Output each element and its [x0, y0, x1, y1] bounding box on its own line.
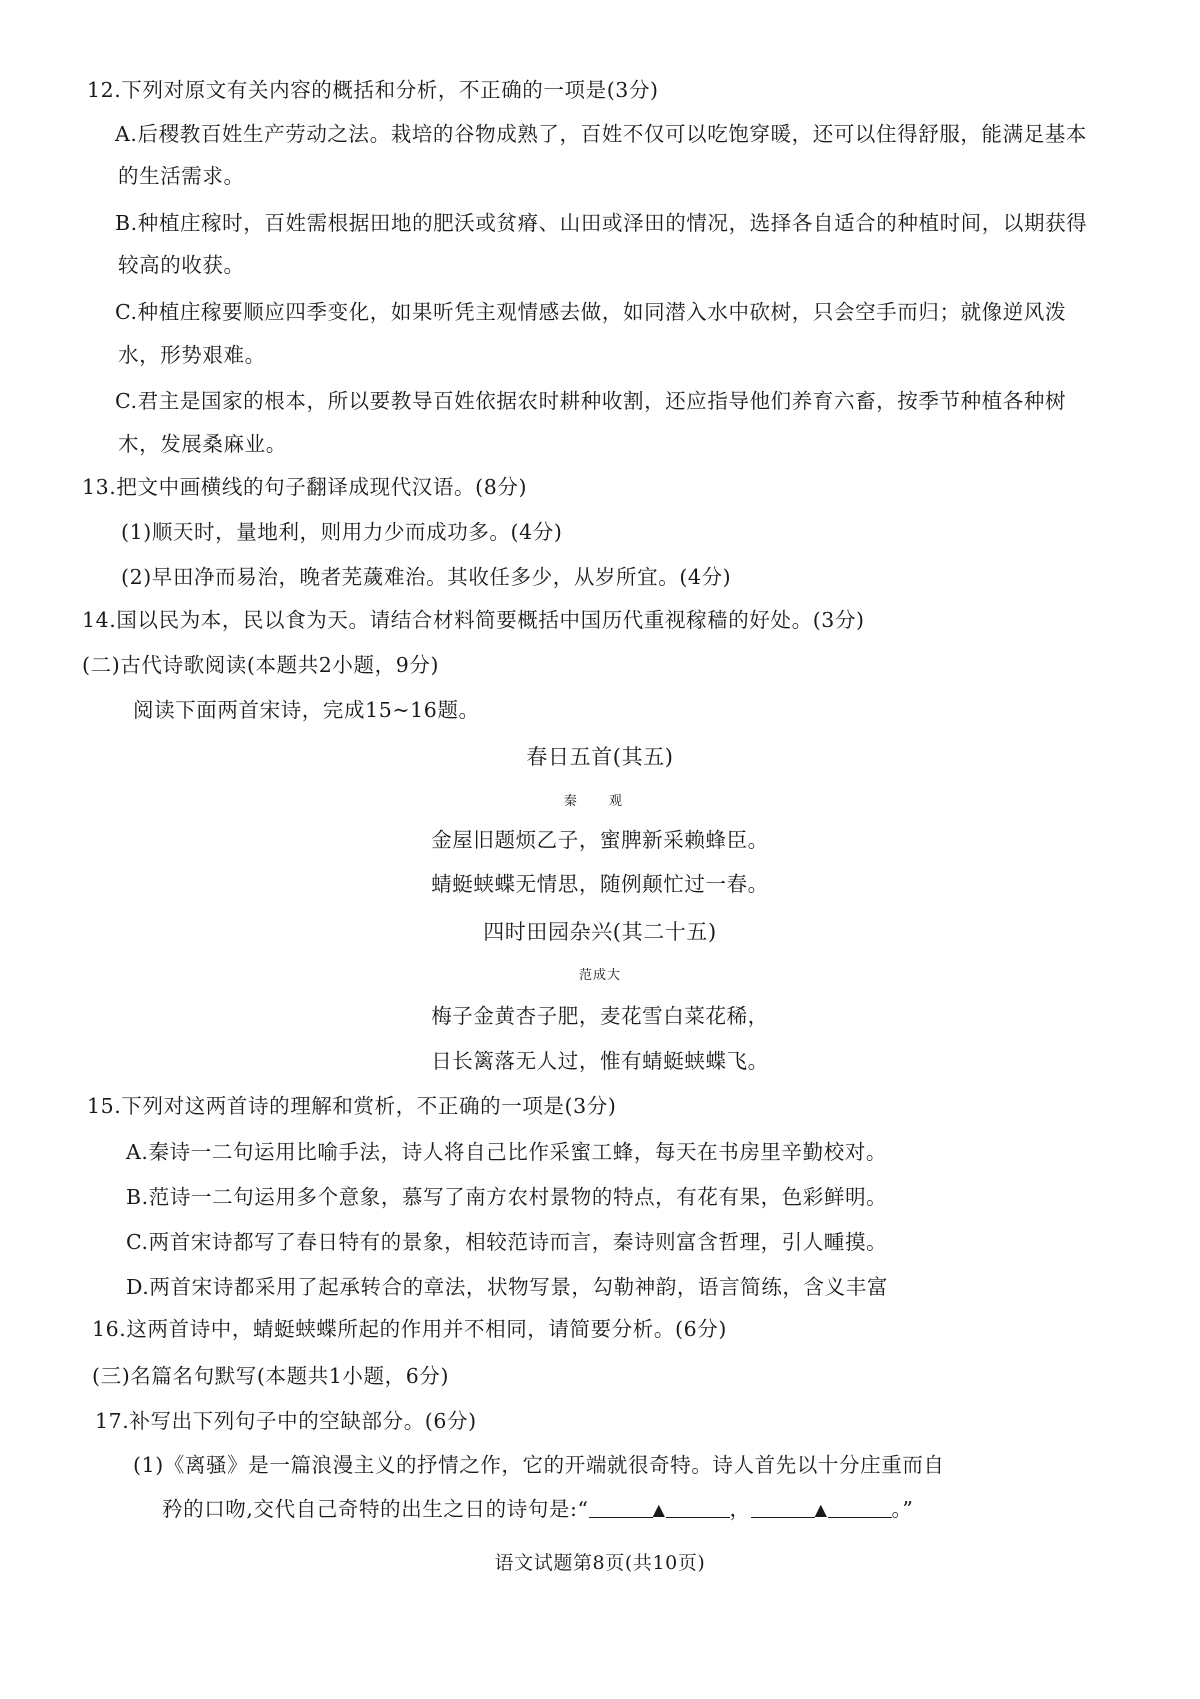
q12-option-d-line2: 木，发展桑麻业。 [118, 432, 287, 456]
poem1-title: 春日五首(其五) [526, 745, 674, 769]
q16-stem: 16.这两首诗中，蜻蜓蛱蝶所起的作用并不相同，请简要分析。(6分) [92, 1317, 727, 1341]
q13-item-1: (1)顺天时，量地利，则用力少而成功多。(4分) [121, 520, 563, 544]
poem2-line1: 梅子金黄杏子肥，麦花雪白菜花稀， [431, 1004, 769, 1028]
q12-option-b-line1: B.种植庄稼时，百姓需根据田地的肥沃或贫瘠、山田或泽田的情况，选择各自适合的种植时间，以期获得 [115, 211, 1088, 235]
answer-blank-2b[interactable] [828, 1497, 892, 1518]
triangle-marker-2: ▲ [814, 1500, 828, 1519]
section2-heading: (二)古代诗歌阅读(本题共2小题，9分) [82, 653, 440, 677]
q17-stem: 17.补写出下列句子中的空缺部分。(6分) [95, 1409, 477, 1433]
poem1-line1: 金屋旧题烦乙子，蜜脾新采赖蜂臣。 [431, 828, 769, 852]
answer-blank-1b[interactable] [666, 1497, 730, 1518]
poem2-author: 范成大 [578, 968, 621, 983]
q15-option-a: A.秦诗一二句运用比喻手法，诗人将自己比作采蜜工蜂，每天在书房里辛勤校对。 [126, 1140, 888, 1164]
page-footer: 语文试题第8页(共10页) [494, 1552, 706, 1574]
poem1-author: 秦 观 [563, 794, 637, 809]
triangle-marker-1: ▲ [652, 1500, 666, 1519]
q12-option-c-line2: 水，形势艰难。 [118, 343, 266, 367]
answer-blank-2a[interactable] [751, 1497, 815, 1518]
section2-intro: 阅读下面两首宋诗，完成15~16题。 [133, 698, 480, 722]
q15-stem: 15.下列对这两首诗的理解和赏析，不正确的一项是(3分) [87, 1094, 617, 1118]
q12-option-b-line2: 较高的收获。 [118, 253, 245, 277]
comma-separator: ， [729, 1497, 751, 1521]
q12-option-a-line1: A.后稷教百姓生产劳动之法。栽培的谷物成熟了，百姓不仅可以吃饱穿暖，还可以住得舒服，能满足基本 [115, 122, 1088, 146]
q12-option-d-line1: C.君主是国家的根本，所以要教导百姓依据农时耕种收割，还应指导他们养育六畜，按季节种植各种树 [115, 389, 1067, 413]
q15-option-c: C.两首宋诗都写了春日特有的景象，相较范诗而言，秦诗则富含哲理，引人畽摸。 [126, 1230, 888, 1254]
q15-option-d: D.两首宋诗都采用了起承转合的章法，状物写景，勾勒神韵，语言简练，含义丰富 [126, 1275, 888, 1299]
q12-stem: 12.下列对原文有关内容的概括和分析，不正确的一项是(3分) [87, 78, 659, 102]
poem2-line2: 日长篱落无人过，惟有蜻蜓蛱蝶飞。 [431, 1049, 769, 1073]
q17-item-1-line1: (1)《离骚》是一篇浪漫主义的抒情之作，它的开端就很奇特。诗人首先以十分庄重而自 [133, 1453, 945, 1477]
q13-item-2: (2)早田净而易治，晚者芜薉难治。其收任多少，从岁所宜。(4分) [121, 565, 732, 589]
q17-item-1-line2 [162, 1495, 913, 1524]
answer-blank-1a[interactable] [589, 1497, 653, 1518]
poem2-title: 四时田园杂兴(其二十五) [483, 920, 717, 944]
section3-heading: (三)名篇名句默写(本题共1小题，6分) [92, 1364, 450, 1388]
q17-item-1-line2-prefix: 矜的口吻,交代自己奇特的出生之日的诗句是:“ [162, 1497, 589, 1521]
q12-option-c-line1: C.种植庄稼要顺应四季变化，如果听凭主观情感去做，如同潜入水中砍树，只会空手而归；就像逆风泼 [115, 300, 1067, 324]
q15-option-b: B.范诗一二句运用多个意象，慕写了南方农村景物的特点，有花有果，色彩鲜明。 [126, 1185, 888, 1209]
poem1-line2: 蜻蜓蛱蝶无情思，随例颠忙过一春。 [431, 872, 769, 896]
q12-option-a-line2: 的生活需求。 [118, 164, 245, 188]
q14-stem: 14.国以民为本，民以食为天。请结合材料简要概括中国历代重视稼穑的好处。(3分) [82, 608, 865, 632]
closing-quote: 。” [891, 1497, 914, 1521]
q13-stem: 13.把文中画横线的句子翻译成现代汉语。(8分) [82, 475, 528, 499]
